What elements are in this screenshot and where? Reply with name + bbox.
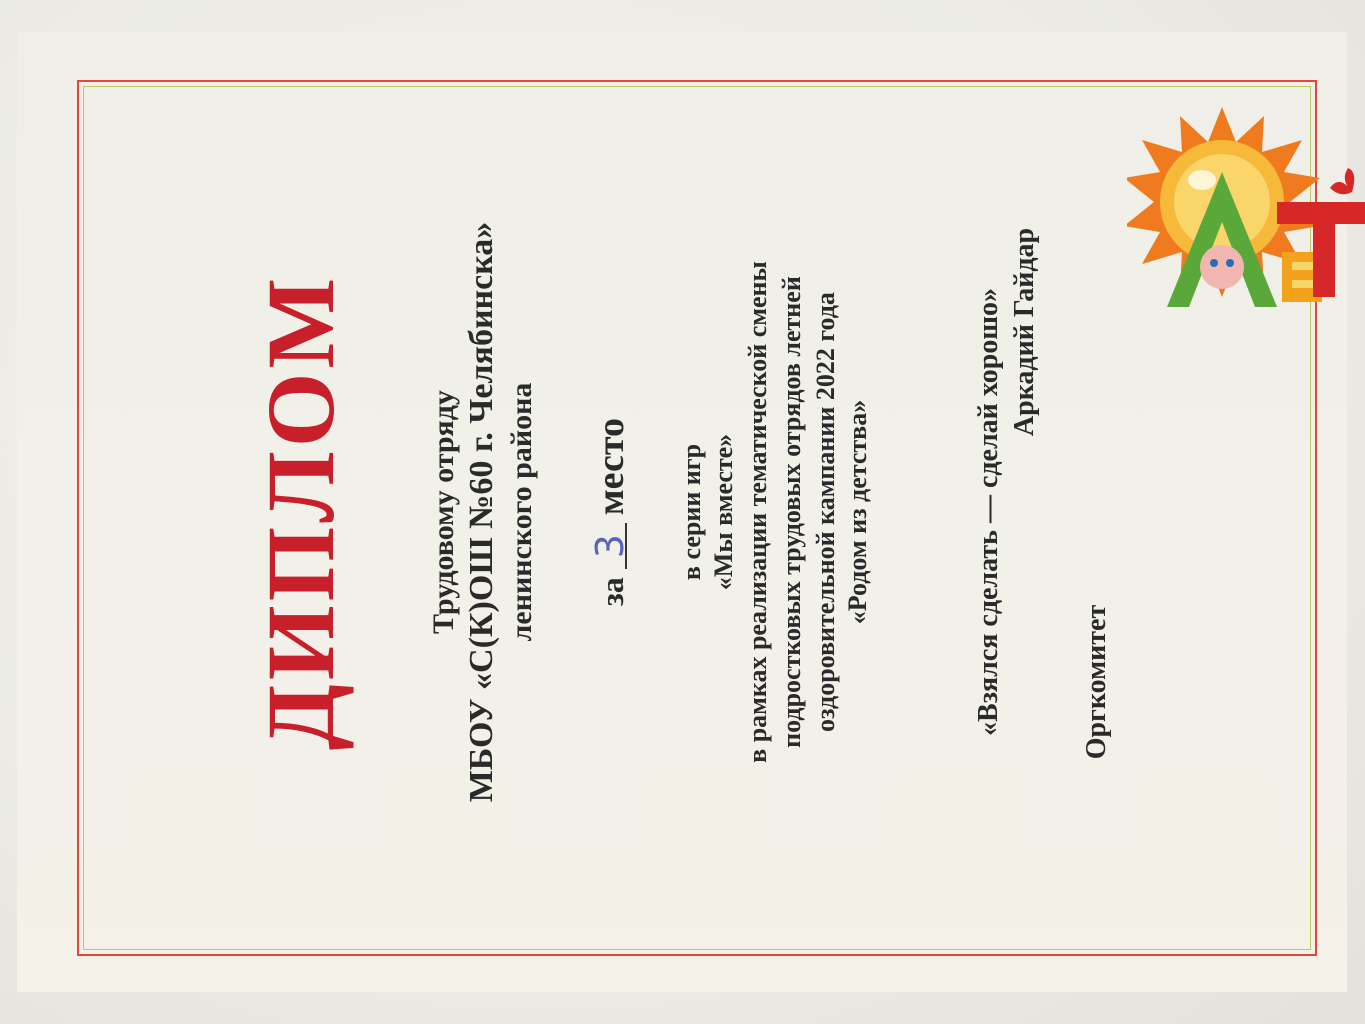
- event-line-2: «Мы вместе»: [709, 433, 738, 591]
- place-suffix: место: [590, 417, 632, 516]
- place-prefix: за: [594, 577, 630, 607]
- event-line-3: в рамках реализации тематической смены: [743, 261, 772, 763]
- event-line-4: подростковых трудовых отрядов летней: [777, 276, 806, 748]
- place-value: 3: [595, 523, 627, 569]
- event-line-6: «Родом из детства»: [843, 399, 872, 625]
- signature: Оргкомитет: [1081, 604, 1112, 760]
- quote-author: Аркадий Гайдар: [1009, 227, 1040, 437]
- quote: «Взялся сделать — сделай хорошо»: [973, 288, 1004, 736]
- diploma-sheet: [17, 32, 1347, 992]
- recipient-line-1: Трудовому отряду: [427, 390, 460, 634]
- recipient-line-2: МБОУ «С(К)ОШ №60 г. Челябинска»: [463, 221, 500, 803]
- sun-leto-logo-icon: [1127, 52, 1365, 352]
- event-line-5: оздоровительной кампании 2022 года: [811, 292, 840, 732]
- place-row: [589, 32, 633, 992]
- diploma-title: ДИПЛОМ: [247, 273, 354, 751]
- event-line-1: в серии игр: [677, 443, 706, 581]
- recipient-line-3: ленинского района: [505, 382, 538, 642]
